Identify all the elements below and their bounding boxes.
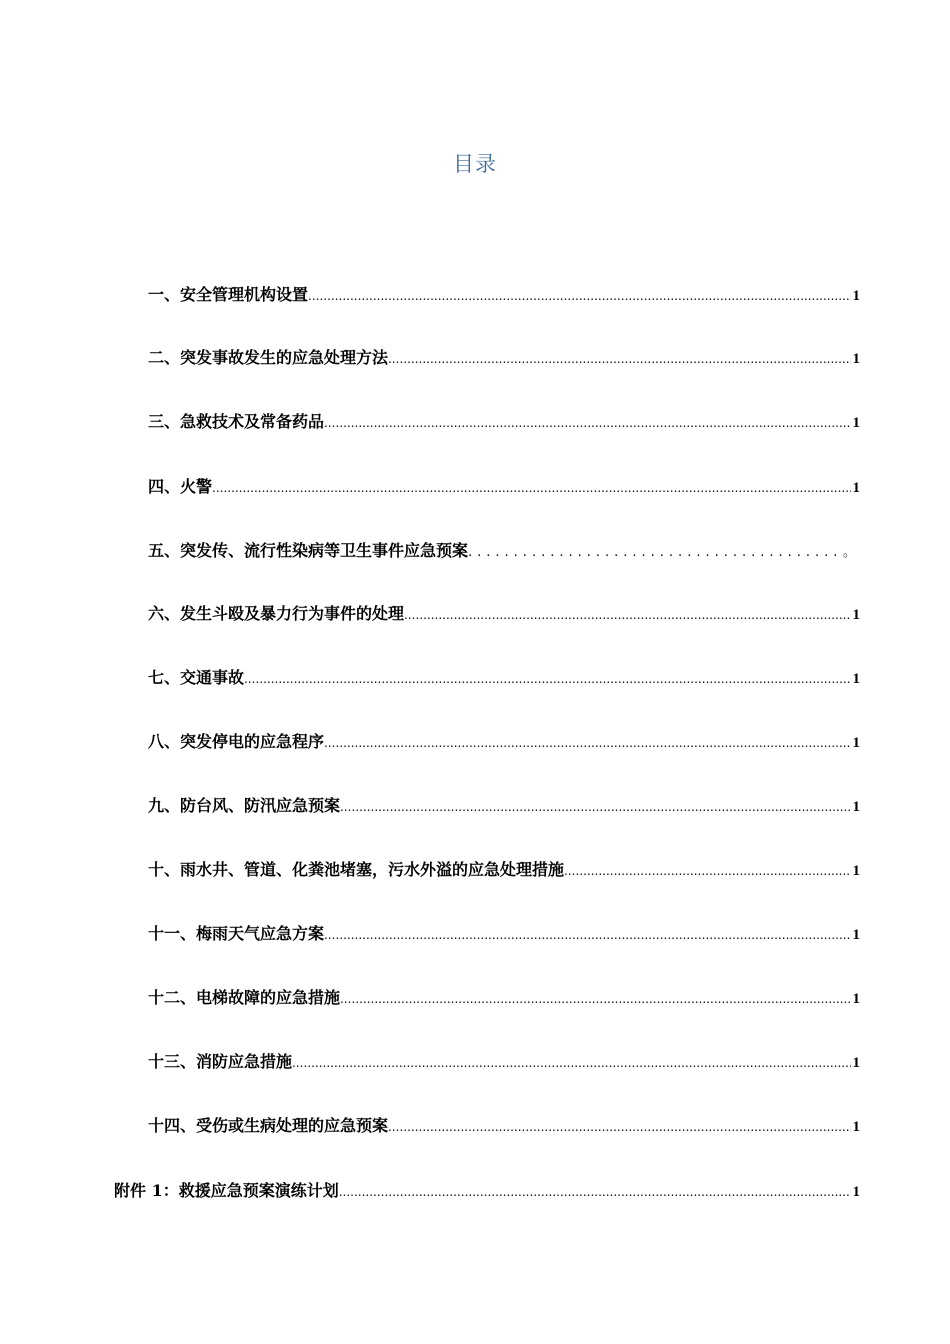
toc-entry-label: 十一、梅雨天气应急方案 [148,924,325,943]
dot-leader [324,928,850,942]
toc-entry-label: 十四、受伤或生病处理的应急预案 [148,1116,389,1135]
toc-entry-label: 二、突发事故发生的应急处理方法 [148,348,389,367]
dot-leader [324,736,850,750]
toc-entry-label: 五、突发传、流行性染病等卫生事件应急预案 [148,541,469,560]
dot-leader [339,1185,851,1199]
dot-leader [308,289,850,303]
toc-entry-label: 四、火警 [148,477,213,496]
dot-leader [340,800,850,814]
dot-leader [388,352,850,366]
dot-leader [404,608,850,622]
toc-entry-label: 十三、消防应急措施 [148,1052,293,1071]
toc-entry-appendix[interactable] [114,1178,860,1204]
toc-entry-page: 1 [852,1055,860,1071]
dot-leader [324,416,850,430]
toc-entry-page: 1 [852,927,860,943]
toc-entry-page: 1 [852,991,860,1007]
dot-leader [292,1056,850,1070]
toc-entry[interactable] [148,985,860,1011]
toc-entry[interactable] [148,282,860,308]
toc-entry-label: 九、防台风、防汛应急预案 [148,796,341,815]
toc-entry[interactable] [148,538,856,564]
toc-entry-label: 三、急救技术及常备药品 [148,412,325,431]
toc-entry-page: 1 [852,735,860,751]
dot-leader [212,481,850,495]
toc-entry-label: 七、交通事故 [148,668,245,687]
dot-leader [388,1120,850,1134]
toc-entry[interactable] [148,409,860,435]
toc-entry-page: 。 [842,545,856,560]
toc-entry-page: 1 [852,799,860,815]
toc-entry-label: 八、突发停电的应急程序 [148,732,325,751]
toc-entry[interactable] [148,1113,860,1139]
toc-entry-page: 1 [852,863,860,879]
toc-entry-page: 1 [852,607,860,623]
dot-leader [244,672,850,686]
toc-entry[interactable] [148,921,860,947]
toc-entry[interactable] [148,601,860,627]
toc-entry[interactable] [148,345,860,371]
toc-entry-page: 1 [852,288,860,304]
toc-entry-page: 1 [852,480,860,496]
dot-leader [564,864,850,878]
toc-entry[interactable] [148,1049,860,1075]
dot-leader [468,545,841,560]
toc-entry-label: 十二、电梯故障的应急措施 [148,988,341,1007]
toc-entry[interactable] [148,857,860,883]
toc-entry-label: 附件 1：救援应急预案演练计划 [114,1181,339,1200]
toc-entry-label: 六、发生斗殴及暴力行为事件的处理 [148,604,405,623]
toc-entry[interactable] [148,474,860,500]
toc-entry-page: 1 [852,1119,860,1135]
toc-title: 目录 [453,152,497,176]
toc-entry-page: 1 [852,1184,860,1200]
toc-entry[interactable] [148,729,860,755]
toc-entry-label: 一、安全管理机构设置 [148,285,309,304]
toc-entry-page: 1 [852,415,860,431]
dot-leader [340,992,850,1006]
toc-entry-label: 十、雨水井、管道、化粪池堵塞，污水外溢的应急处理措施 [148,860,565,879]
toc-entry[interactable] [148,665,860,691]
toc-entry[interactable] [148,793,860,819]
toc-entry-page: 1 [852,671,860,687]
toc-entry-page: 1 [852,351,860,367]
